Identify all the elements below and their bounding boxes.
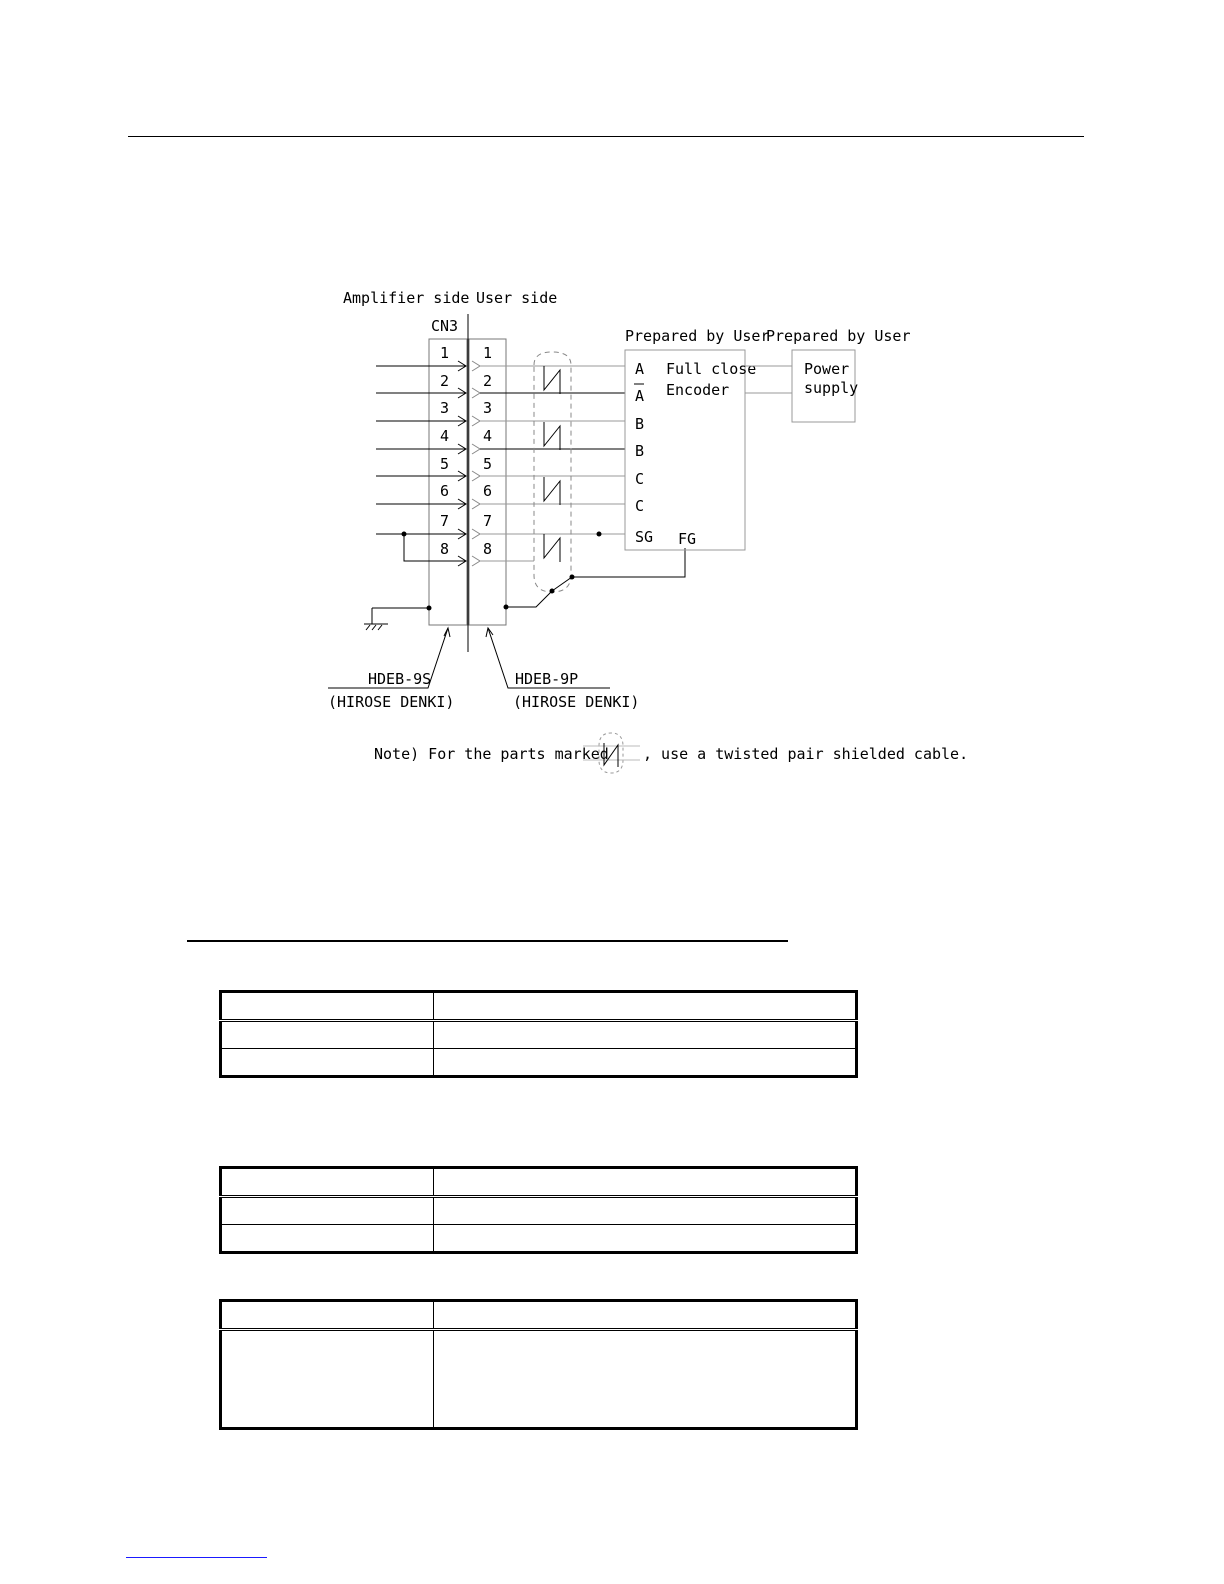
user-pin-numbers [483,344,492,558]
user-pin-4: 4 [483,427,493,445]
fg-junction [570,575,575,580]
table-row [221,1049,857,1077]
user-pin-1: 1 [483,344,493,362]
power-label-1: Power [804,360,850,378]
amp-pin-6: 6 [440,482,450,500]
table-row [221,1021,857,1049]
amp-pin-numbers [440,344,449,558]
user-signal-wires [480,366,625,561]
amp-pin-5: 5 [440,455,450,473]
amp-pin-3: 3 [440,399,450,417]
spec-table-3 [219,1299,858,1430]
table-row [221,992,857,1021]
amp-pin-7: 7 [440,512,450,530]
section-underline [187,940,788,942]
shield-junction [550,589,555,594]
plug-user-maker: (HIROSE DENKI) [513,693,640,711]
twisted-pair-shield [534,352,571,592]
power-prepared-label: Prepared by User [766,327,911,345]
user-pin-3: 3 [483,399,493,417]
note-suffix: , use a twisted pair shielded cable. [643,745,969,763]
spec-table-1 [219,990,858,1078]
amplifier-side-label: Amplifier side [343,289,470,307]
ground-junction-amp [427,606,432,611]
spec-table-2 [219,1166,858,1254]
sg-junction [597,532,602,537]
plug-amp-maker: (HIROSE DENKI) [328,693,455,711]
amp-pin-1: 1 [440,344,450,362]
user-pin-6: 6 [483,482,493,500]
user-side-arrows [472,361,480,566]
amp-pin-2: 2 [440,372,450,390]
plug-amp-model: HDEB-9S [368,670,432,688]
ground-wiring [364,548,685,630]
encoder-signal-sg: SG [635,528,654,546]
amp-pin7-junction [402,532,407,537]
encoder-signal-a-bar: A [635,387,645,405]
user-pin-5: 5 [483,455,493,473]
user-side-label: User side [476,289,558,307]
table-row [221,1197,857,1225]
encoder-signal-b-bar: B [635,442,645,460]
footer-link-line [126,1557,267,1558]
encoder-signal-b: B [635,415,645,433]
user-pin-7: 7 [483,512,493,530]
amp-pin-4: 4 [440,427,450,445]
encoder-fg: FG [678,530,697,548]
twisted-pair-marks [544,366,560,562]
amp-signal-wires [376,361,466,566]
user-pin-2: 2 [483,372,493,390]
table-row [221,1168,857,1197]
ground-junction-user [504,605,509,610]
encoder-title-1: Full close [666,360,757,378]
encoder-signal-c: C [635,470,645,488]
encoder-prepared-label: Prepared by User [625,327,770,345]
table-row [221,1225,857,1253]
table-row [221,1301,857,1330]
power-label-2: supply [804,379,859,397]
table-row [221,1330,857,1429]
connector-label: CN3 [431,317,459,335]
encoder-signal-a: A [635,360,645,378]
note-prefix: Note) For the parts marked [374,745,609,763]
user-pin-8: 8 [483,540,493,558]
plug-user-model: HDEB-9P [515,670,579,688]
amp-pin-8: 8 [440,540,450,558]
encoder-title-2: Encoder [666,381,730,399]
encoder-signal-c-bar: C [635,497,645,515]
